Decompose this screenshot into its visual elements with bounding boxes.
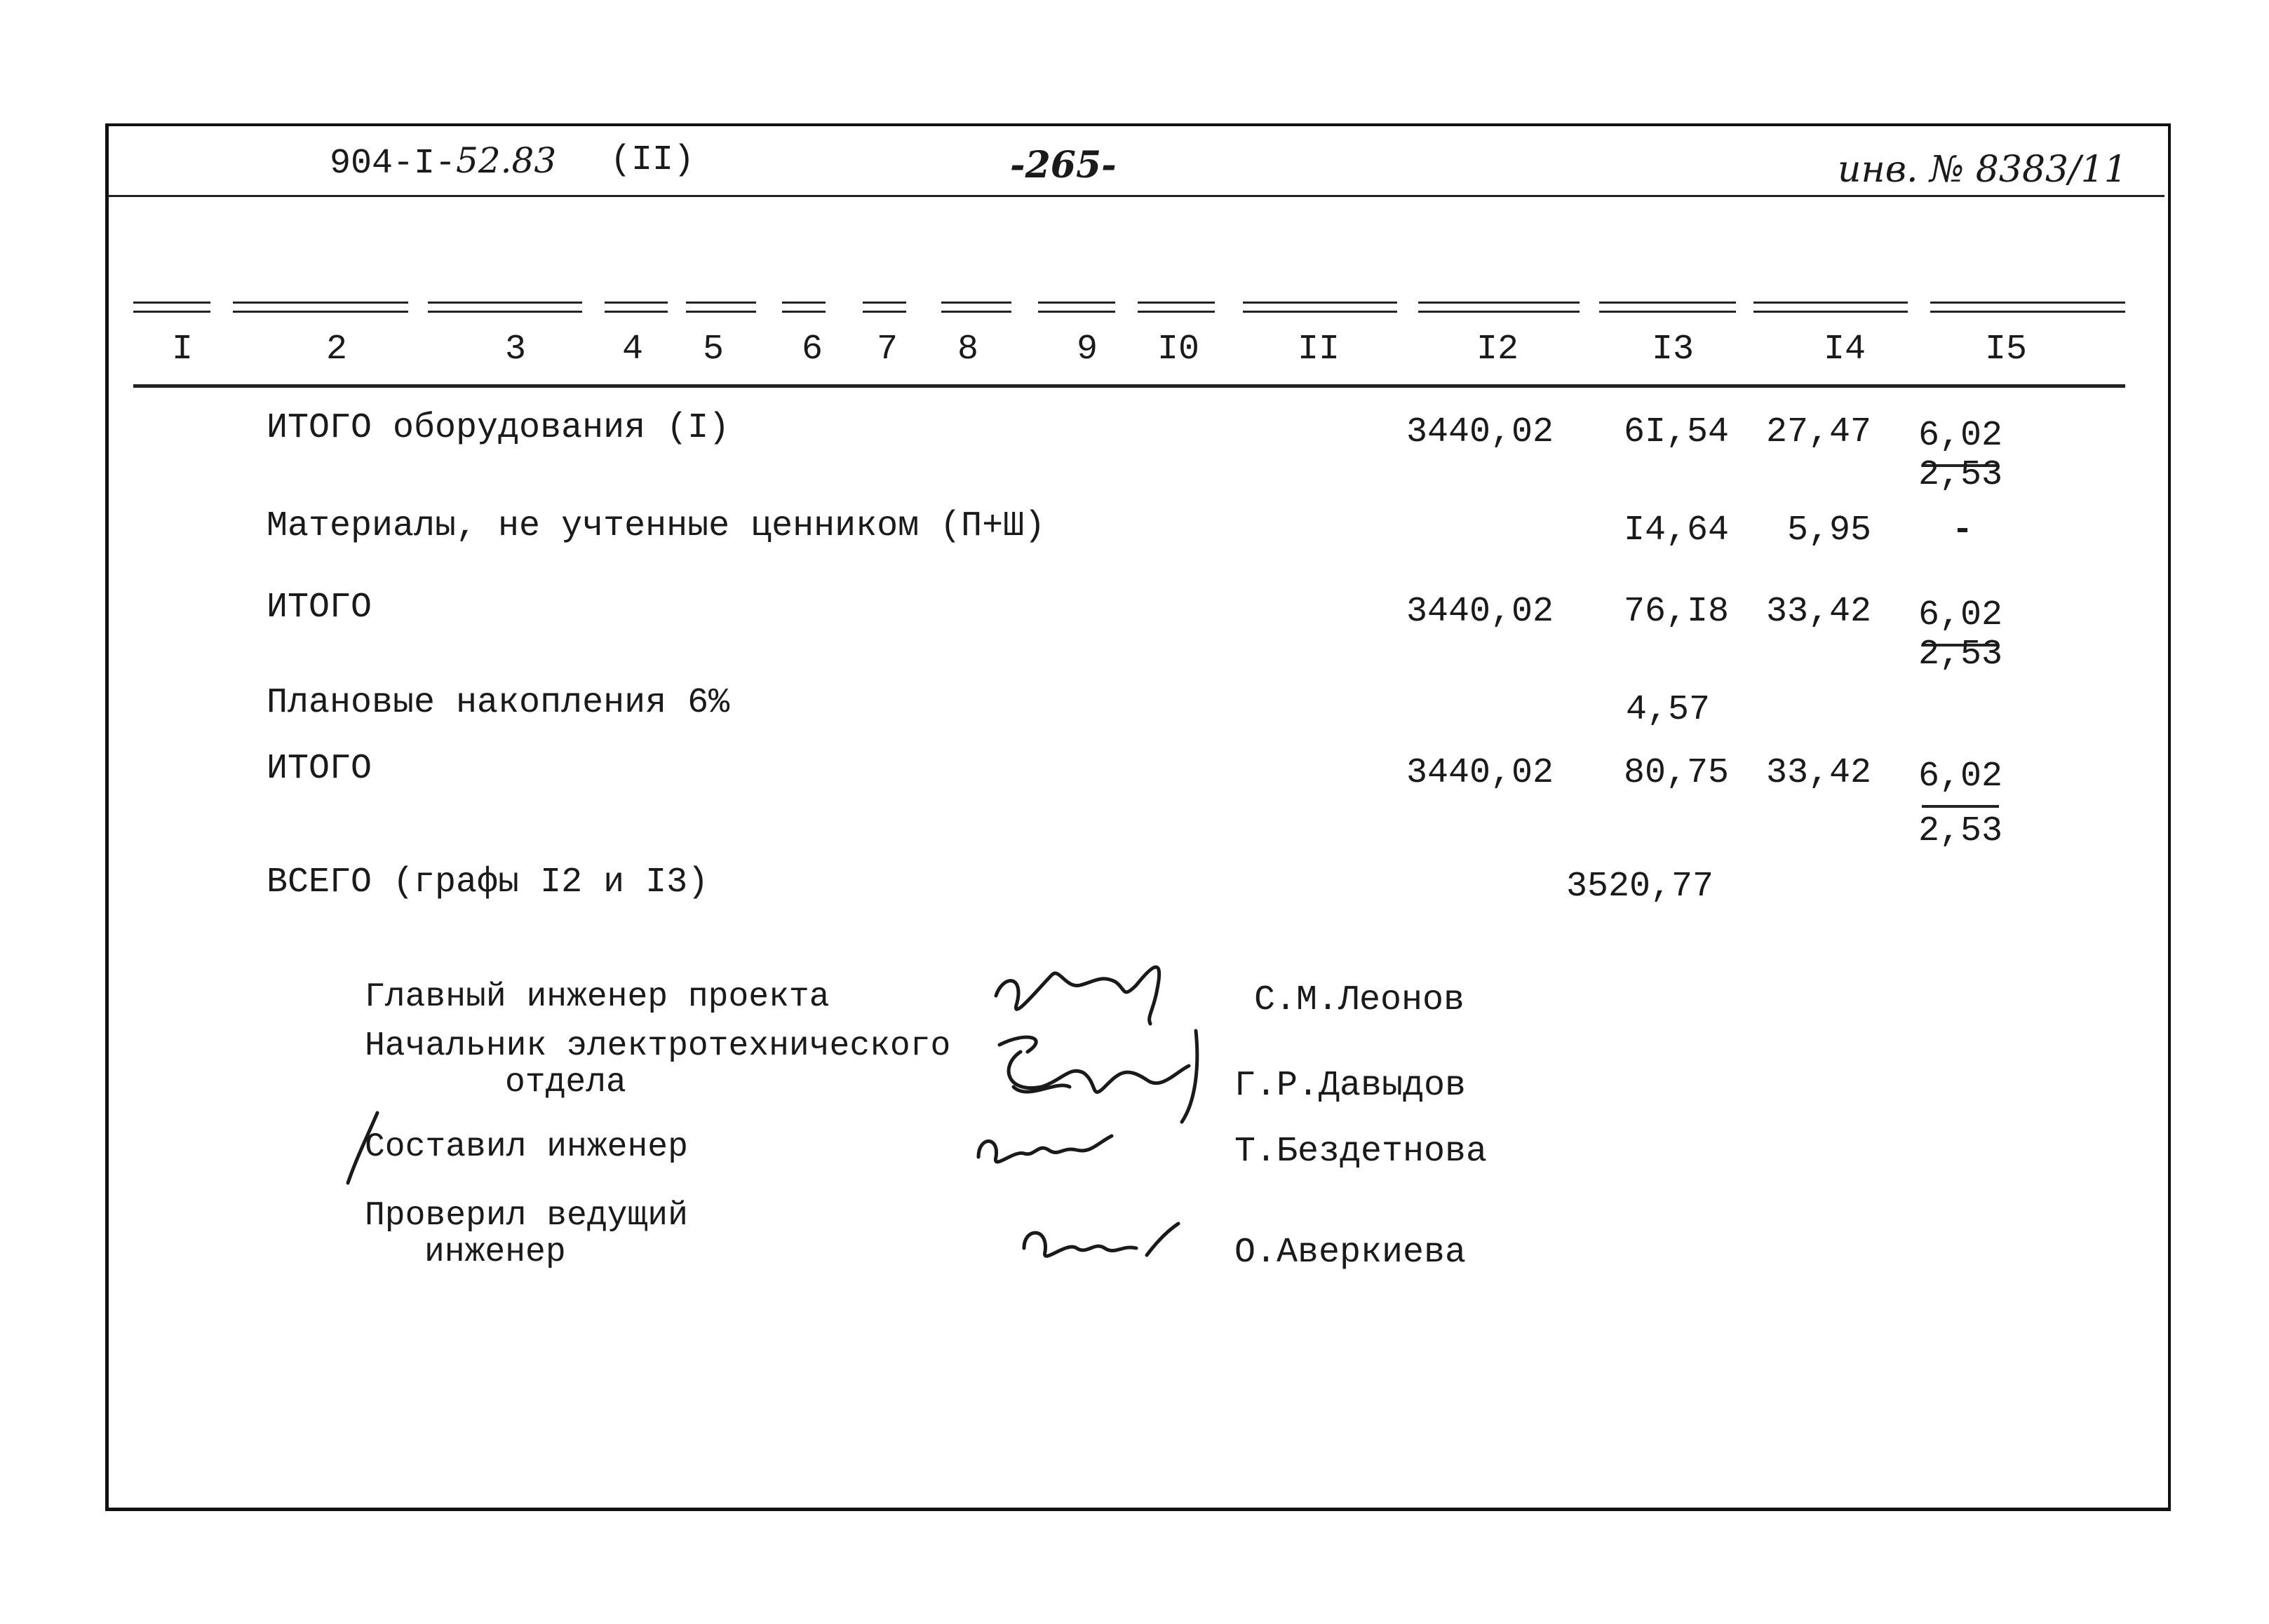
page-number: -265- [1010,144,1117,187]
signature-leonov [989,947,1185,1031]
cell-col12: 3440,02 [1406,592,1554,632]
column-header-5: 5 [702,330,725,370]
signature-role [365,1028,950,1101]
row-label: Материалы, не учтенные ценником (П+Ш) [267,506,1046,546]
inventory-number: инв. № 8383/11 [1838,149,2127,191]
column-double-rule [686,302,756,313]
column-header-7: 7 [876,330,898,370]
column-header-11: II [1297,330,1340,370]
row-label: Плановые накопления 6% [267,683,730,723]
signatory-name: С.М.Леонов [1254,980,1465,1020]
fraction-numerator: 6,02 [1918,595,2003,635]
column-double-rule [1038,302,1115,313]
cell-col12: 3440,02 [1406,753,1554,793]
fraction-denominator: 2,53 [1918,455,2003,495]
signatory-name: Т.Бездетнова [1234,1132,1488,1172]
column-double-rule [1138,302,1215,313]
correction-mark [342,1109,384,1186]
column-header-6: 6 [801,330,823,370]
column-header-9: 9 [1076,330,1098,370]
column-double-rule [1243,302,1397,313]
cell-col13: 76,I8 [1623,592,1729,632]
row-label: ИТОГО оборудования (I) [267,408,730,448]
column-double-rule [863,302,906,313]
column-double-rule [782,302,826,313]
column-double-rule [133,302,210,313]
column-header-2: 2 [325,330,348,370]
document-code-typed: 904-I- [330,144,457,184]
document-code-handwritten: 52.83 [456,140,557,181]
column-header-8: 8 [957,330,979,370]
signature-role [365,979,830,1015]
role-line: Начальник электротехнического [365,1027,951,1065]
header-divider [108,195,2164,197]
fraction-numerator: 6,02 [1918,757,2003,797]
cell-col13: 80,75 [1623,753,1729,793]
row-label: ИТОГО [267,588,372,628]
fraction-denominator: 2,53 [1918,635,2003,675]
column-double-rule [233,302,408,313]
column-double-rule [605,302,668,313]
row-label: ИТОГО [267,749,372,789]
column-header-12: I2 [1476,330,1519,370]
document-part: (II) [610,140,695,180]
column-header-4: 4 [621,330,644,370]
column-double-rule [1930,302,2125,313]
column-double-rule [428,302,582,313]
cell-col12: 3440,02 [1406,412,1554,452]
cell-col15-fraction [1915,749,2006,860]
cell-col15-fraction [1915,588,2006,683]
role-line: Составил инженер [365,1128,688,1166]
cell-col15-fraction [1915,408,2006,503]
cell-col14: 5,95 [1786,510,1871,550]
fraction-denominator: 2,53 [1918,811,2003,851]
cell-col13: I4,64 [1623,510,1729,550]
column-double-rule [1599,302,1736,313]
column-double-rule [1753,302,1908,313]
role-line-2: отдела [505,1064,626,1102]
column-header-14: I4 [1823,330,1866,370]
document-code [330,140,556,184]
column-header-1: I [171,330,194,370]
signature-davydov [985,1024,1224,1129]
role-line: Главный инженер проекта [365,978,830,1016]
role-line: Проверил ведущий [365,1197,688,1235]
header-bottom-rule [133,384,2125,388]
fraction-numerator: 6,02 [1918,416,2003,456]
signatory-name: О.Аверкиева [1234,1233,1467,1273]
column-header-3: 3 [504,330,527,370]
cell-col13: 6I,54 [1623,412,1729,452]
cell-col14: 33,42 [1765,592,1871,632]
column-header-10: I0 [1157,330,1200,370]
grand-total-label: ВСЕГО (графы I2 и I3) [267,862,709,902]
signature-bezdetnova [971,1122,1126,1178]
cell-col14: 27,47 [1765,412,1871,452]
signature-averkieva [1017,1213,1185,1276]
signatory-name: Г.Р.Давыдов [1234,1066,1467,1106]
cell-col13: 4,57 [1625,690,1710,730]
column-header-13: I3 [1651,330,1695,370]
grand-total-value: 3520,77 [1566,867,1713,907]
column-double-rule [941,302,1011,313]
cell-col15: - [1952,510,1974,550]
signature-role [365,1129,688,1165]
cell-col14: 33,42 [1765,753,1871,793]
column-header-15: I5 [1984,330,2028,370]
column-header-row [133,302,2125,386]
column-double-rule [1418,302,1580,313]
role-line-2: инженер [424,1233,566,1271]
signature-role [365,1198,688,1271]
